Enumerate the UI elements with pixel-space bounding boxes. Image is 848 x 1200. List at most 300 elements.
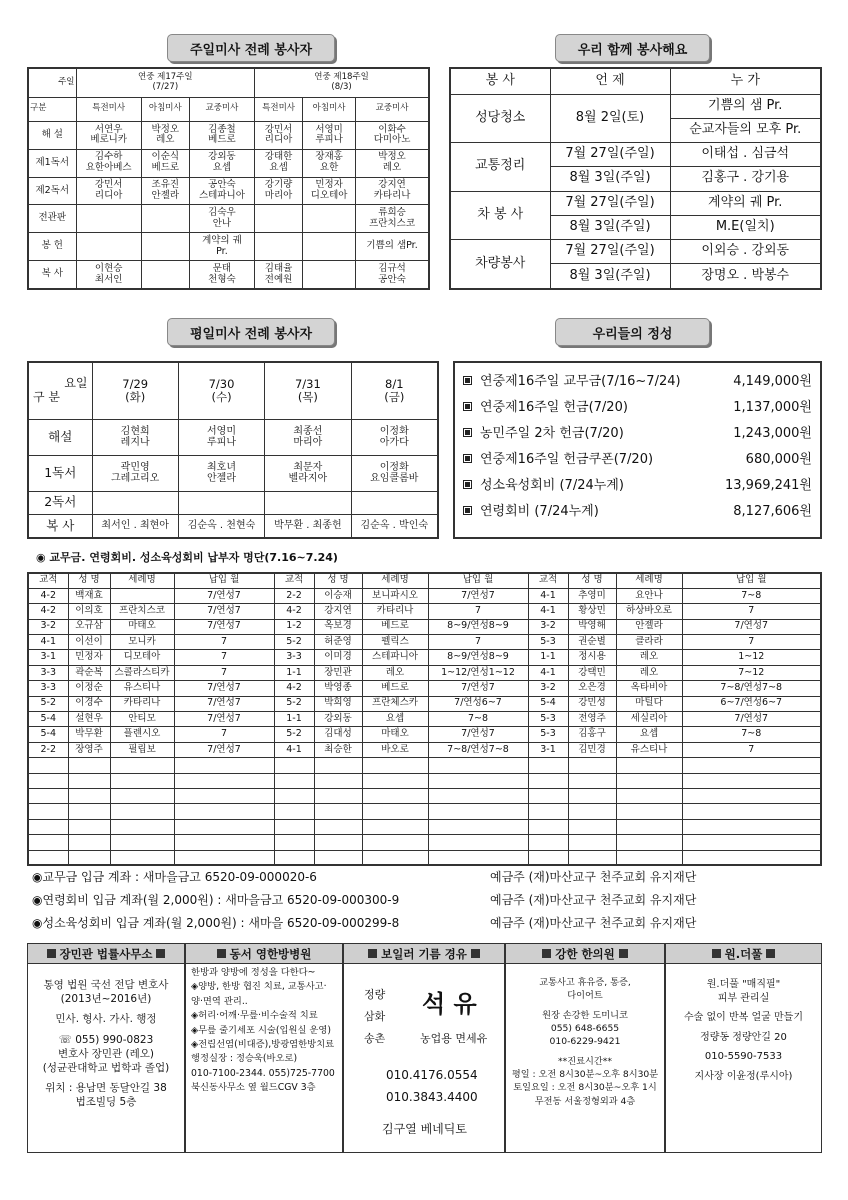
payers-title: ◉ 교무금. 연령회비. 성소육성회비 납부자 명단(7.16~7.24) (36, 551, 338, 564)
oil-brand: 석 유 (422, 990, 477, 1018)
sunday-cell: 박정오 레오 (356, 149, 429, 177)
table-cell: 백재효 (68, 588, 110, 603)
table-cell: 7/연성7 (174, 681, 274, 696)
sunday-cell: 문태 천형숙 (189, 261, 254, 289)
table-cell: 7/연성7 (174, 696, 274, 711)
table-cell: 1-1 (274, 712, 314, 727)
table-cell: 유스티나 (616, 742, 682, 757)
table-cell: 7 (174, 650, 274, 665)
offering-box (453, 361, 822, 539)
table-cell: 5-2 (274, 727, 314, 742)
weekday-cell: 최호녀 안젤라 (178, 455, 264, 491)
table-cell (568, 773, 616, 788)
cleaning-who2: 순교자들의 모후 Pr. (670, 118, 821, 142)
ad-line: (성균관대학교 법학과 졸업) (42, 1061, 170, 1074)
table-cell (110, 758, 174, 773)
table-cell (174, 788, 274, 803)
table-cell: 5-2 (28, 696, 68, 711)
table-cell: 펠릭스 (362, 635, 428, 650)
table-row (28, 773, 821, 788)
ad-line: 위치 : 용남면 동달안길 38 (45, 1082, 167, 1095)
weekday-cell (265, 491, 351, 514)
table-cell (314, 773, 362, 788)
table-cell: 정시용 (568, 650, 616, 665)
table-cell (568, 835, 616, 850)
table-cell (28, 804, 68, 819)
table-cell (428, 788, 528, 803)
table-cell (682, 819, 821, 834)
tea-d1: 7월 27일(주일) (550, 191, 670, 215)
table-cell: 7/연성7 (428, 588, 528, 603)
table-cell: 안티모 (110, 712, 174, 727)
table-cell: 4-2 (28, 604, 68, 619)
table-cell: 7~8 (682, 588, 821, 603)
table-cell (274, 758, 314, 773)
sunday-cell (141, 261, 189, 289)
table-cell: 4-2 (274, 681, 314, 696)
cleaning-label: 성당청소 (450, 94, 550, 143)
table-cell (362, 835, 428, 850)
table-cell (528, 819, 568, 834)
table-cell (314, 819, 362, 834)
car-w2: 장명오 . 박봉수 (670, 264, 821, 289)
table-cell (68, 819, 110, 834)
table-cell: 민정자 (68, 650, 110, 665)
table-cell (28, 850, 68, 865)
table-cell: 7~12 (682, 665, 821, 680)
table-cell: 7/연성7 (174, 588, 274, 603)
table-cell: 하상바오로 (616, 604, 682, 619)
ad-line: 원장 손강한 도미니코 (542, 1009, 628, 1021)
ad-line: 행정실장 : 정승욱(바오로) (191, 1053, 298, 1065)
table-cell: 4-1 (528, 665, 568, 680)
table-cell: 바오로 (362, 742, 428, 757)
tea-w1: 계약의 궤 Pr. (670, 191, 821, 215)
cleaning-date: 8월 2일(토) (550, 94, 670, 143)
ad-line: 법조빌딩 5층 (75, 1096, 137, 1109)
table-cell: 5-2 (274, 635, 314, 650)
table-cell: 7/연성6~7 (428, 696, 528, 711)
table-cell: 7~8/연성7~8 (682, 681, 821, 696)
table-cell: 허준영 (314, 635, 362, 650)
table-cell (568, 819, 616, 834)
table-cell (616, 850, 682, 865)
sunday-row (28, 122, 429, 150)
sunday-row (28, 261, 429, 289)
payers-header: 납입 월 (174, 573, 274, 588)
table-cell: 5-4 (528, 696, 568, 711)
table-cell (274, 835, 314, 850)
table-cell: 옥타비아 (616, 681, 682, 696)
sunday-cell: 김태율 전예원 (255, 261, 303, 289)
sunday-cell: 서연우 베로니카 (76, 122, 141, 150)
table-cell (616, 804, 682, 819)
table-cell: 필립보 (110, 742, 174, 757)
table-cell (682, 850, 821, 865)
table-cell: 4-2 (274, 604, 314, 619)
weekday-cell: 곽민영 그레고리오 (92, 455, 178, 491)
ad-line: 민사. 형사. 가사. 행정 (55, 1013, 157, 1026)
payers-header: 성 명 (568, 573, 616, 588)
table-cell (274, 788, 314, 803)
ad-line: ◈무릎 줄기세포 시술(입원실 운영) (191, 1024, 332, 1036)
sunday-row (28, 177, 429, 205)
tea-label: 차 봉 사 (450, 191, 550, 240)
table-cell: 7 (682, 742, 821, 757)
sunday-row (28, 149, 429, 177)
table-cell (682, 788, 821, 803)
table-cell: 박무환 (68, 727, 110, 742)
table-row (28, 619, 821, 634)
table-cell (362, 788, 428, 803)
table-row (28, 712, 821, 727)
weekday-cell: 이정화 요임콜롬바 (351, 455, 438, 491)
table-cell: 5-3 (528, 727, 568, 742)
weekday-row-label: 1독서 (28, 455, 92, 491)
payers-header: 세례명 (362, 573, 428, 588)
table-cell: 2-2 (28, 742, 68, 757)
sunday-cell (303, 233, 356, 261)
table-cell: 7/연성7 (682, 712, 821, 727)
service-col-1: 아침미사 (141, 97, 189, 121)
sunday-row (28, 233, 429, 261)
table-cell (568, 758, 616, 773)
table-row (28, 850, 821, 865)
table-cell: 레오 (362, 665, 428, 680)
sunday-cell: 공안숙 스테파니아 (189, 177, 254, 205)
table-cell (428, 819, 528, 834)
table-cell: 안젤라 (616, 619, 682, 634)
table-cell: 요안나 (616, 588, 682, 603)
table-cell: 이선이 (68, 635, 110, 650)
table-cell: 레오 (616, 665, 682, 680)
table-cell: 3-2 (28, 619, 68, 634)
table-cell (110, 819, 174, 834)
offering-value: 680,000원 (745, 452, 812, 467)
table-cell: 3-1 (528, 742, 568, 757)
ad-line: 010-6229-9421 (549, 1036, 621, 1048)
table-cell (174, 773, 274, 788)
account-funeral: ◉연령회비 입금 계좌(월 2,000원) : 새마을금고 6520-09-000300-9 예금주 (재)마산교구 천주교회 유지재단 (32, 893, 697, 907)
car-w1: 이외승 . 강외동 (670, 240, 821, 264)
offering-value: 4,149,000원 (733, 374, 812, 389)
table-cell: 강지연 (314, 604, 362, 619)
table-row (28, 742, 821, 757)
weekday-banner: 평일미사 전례 봉사자 (167, 318, 335, 346)
table-cell (274, 819, 314, 834)
sunday-cell: 강민서 리디아 (76, 177, 141, 205)
table-cell: 7/연성7 (682, 619, 821, 634)
sunday-cell: 조유진 안젤라 (141, 177, 189, 205)
service-col-5: 교중미사 (356, 97, 429, 121)
table-cell: 세실리아 (616, 712, 682, 727)
ad-line: 055) 648-6655 (550, 1023, 620, 1035)
service-col-0: 특전미사 (76, 97, 141, 121)
table-cell: 5-4 (28, 712, 68, 727)
weekday-cell (92, 491, 178, 514)
sunday-cell (303, 261, 356, 289)
week2-header: 연중 제18주일 (8/3) (255, 68, 429, 97)
table-cell: 김민경 (568, 742, 616, 757)
payers-header-row (28, 573, 821, 588)
sunday-cell: 강태한 요셉 (255, 149, 303, 177)
table-cell: 1-1 (528, 650, 568, 665)
table-cell (28, 819, 68, 834)
weekday-cell: 박무환 . 최종헌 (265, 514, 351, 538)
ad-line: 수술 없이 반복 얼굴 만들기 (684, 1012, 803, 1023)
table-cell (616, 773, 682, 788)
service-header-who: 누 가 (670, 68, 821, 94)
table-cell (28, 788, 68, 803)
table-cell (428, 850, 528, 865)
table-cell: 7/연성7 (428, 681, 528, 696)
table-cell (68, 773, 110, 788)
table-cell: 5-3 (528, 635, 568, 650)
ad-line: 정량동 정량안길 20 (700, 1031, 787, 1043)
sunday-cell: 서영미 루피나 (303, 122, 356, 150)
bullet-square-icon (463, 506, 472, 515)
table-cell: 4-1 (528, 588, 568, 603)
weekday-cell: 김순옥 . 박인숙 (351, 514, 438, 538)
ad-line: 다이어트 (567, 990, 603, 1002)
sunday-row-label: 봉 헌 (28, 233, 76, 261)
table-cell: 옥보경 (314, 619, 362, 634)
payers-header: 납입 월 (682, 573, 821, 588)
table-cell: 오은경 (568, 681, 616, 696)
service-banner: 우리 함께 봉사해요 (555, 34, 710, 62)
service-col-4: 아침미사 (303, 97, 356, 121)
sunday-row-label: 전관판 (28, 205, 76, 233)
table-cell (68, 850, 110, 865)
weekday-row (28, 514, 438, 538)
offering-banner: 우리들의 정성 (555, 318, 710, 346)
table-cell: 추영미 (568, 588, 616, 603)
table-cell (616, 819, 682, 834)
table-cell (28, 758, 68, 773)
table-cell: 요셉 (616, 727, 682, 742)
ad-line: ◈양방, 한방 협진 치료, 교통사고· (191, 981, 327, 993)
sunday-cell: 박정오 레오 (141, 122, 189, 150)
table-cell: 장영주 (68, 742, 110, 757)
table-cell (528, 773, 568, 788)
table-cell: 5-4 (28, 727, 68, 742)
service-col-3: 특전미사 (255, 97, 303, 121)
table-cell (314, 850, 362, 865)
table-cell: 1~12/연성1~12 (428, 665, 528, 680)
ad-line: 변호사 장민관 (레오) (57, 1047, 154, 1060)
ad-line: 평일 : 오전 8시30분~오후 8시30분 (511, 1069, 659, 1081)
sunday-cell (141, 233, 189, 261)
table-cell: 7 (428, 604, 528, 619)
ad-line: ◈전립선염(비대증),방광염한방치료 (191, 1039, 335, 1051)
weekday-day-2: 7/31 (목) (265, 362, 351, 419)
table-cell (528, 835, 568, 850)
ad-line: ◈허리·어깨·무릎·비수술적 치료 (191, 1010, 318, 1022)
sunday-cell: 이현승 최서인 (76, 261, 141, 289)
offering-label: 연중제16주일 헌금(7/20) (463, 395, 628, 421)
traffic-d2: 8월 3일(주일) (550, 167, 670, 191)
offering-label: 연중제16주일 교무금(7/16~7/24) (463, 369, 681, 395)
offering-item (463, 447, 812, 473)
ad-line: (2013년~2016년) (60, 993, 152, 1006)
table-cell: 베드로 (362, 681, 428, 696)
ad-line: ☏ 055) 990-0823 (58, 1033, 154, 1046)
table-row (28, 665, 821, 680)
table-cell: 곽순복 (68, 665, 110, 680)
car-label: 차량봉사 (450, 240, 550, 289)
offering-value: 1,243,000원 (733, 426, 812, 441)
table-cell (274, 850, 314, 865)
table-cell: 강외동 (314, 712, 362, 727)
ad-line: 양·면역 관리.. (191, 995, 248, 1007)
table-cell (274, 804, 314, 819)
table-cell: 장민관 (314, 665, 362, 680)
table-row (28, 758, 821, 773)
ad-line: 한방과 양방에 정성을 다한다~ (191, 967, 316, 978)
tea-w2: M.E(일치) (670, 215, 821, 239)
table-cell (682, 835, 821, 850)
table-cell (528, 850, 568, 865)
ad-line: 원.더풀 "매직필" (706, 979, 781, 990)
offering-label: 연령회비 (7/24누계) (463, 499, 599, 525)
table-cell: 7/연성7 (174, 619, 274, 634)
weekday-row (28, 419, 438, 455)
table-cell (616, 788, 682, 803)
table-cell: 1-1 (274, 665, 314, 680)
ad-line: 지사장 이윤정(루시아) (694, 1070, 793, 1082)
weekday-day-0: 7/29 (화) (92, 362, 178, 419)
table-cell: 이의호 (68, 604, 110, 619)
table-cell: 디모테아 (110, 650, 174, 665)
weekday-row-label: 2독서 (28, 491, 92, 514)
ad-skin: 원.더풀 원.더풀 "매직필" 피부 관리실 수술 없이 반복 얼굴 만들기 정량동 정량안길 20 010-5590-7533 지사장 이윤정(루시아) (665, 943, 822, 1153)
table-row (28, 835, 821, 850)
bullet-square-icon (463, 454, 472, 463)
table-cell (110, 788, 174, 803)
ad-law-office: 장민관 법률사무소 통영 법원 국선 전담 변호사 (2013년~2016년) 민사. 형사. 가사. 행정 ☏ 055) 990-0823 변호사 장민관 (레오) (성균관대학교 법학과 졸업) 위치 : 용남면 동달안길 38 법조빌딩 5층 (27, 943, 185, 1153)
table-cell (110, 850, 174, 865)
ad-oil: 보일러 기름 경유 정량 삼화 송촌 석 유 농업용 면세유 010.4176.0554 010.3843.4400 김구열 베네딕토 (343, 943, 505, 1153)
table-cell: 3-3 (28, 665, 68, 680)
table-row (28, 588, 821, 603)
tea-d2: 8월 3일(주일) (550, 215, 670, 239)
table-cell: 카타리나 (362, 604, 428, 619)
weekday-day-3: 8/1 (금) (351, 362, 438, 419)
table-cell (616, 835, 682, 850)
table-cell (528, 804, 568, 819)
table-cell: 4-1 (28, 635, 68, 650)
table-row (28, 727, 821, 742)
table-cell (110, 804, 174, 819)
table-cell (68, 804, 110, 819)
sunday-cell: 이순식 베드로 (141, 149, 189, 177)
offering-item (463, 473, 812, 499)
table-cell: 권순별 (568, 635, 616, 650)
table-cell (174, 804, 274, 819)
table-cell (528, 788, 568, 803)
table-cell: 8~9/연성8~9 (428, 650, 528, 665)
cleaning-who1: 기쁨의 샘 Pr. (670, 94, 821, 118)
table-cell: 이승재 (314, 588, 362, 603)
payers-header: 납입 월 (428, 573, 528, 588)
table-cell (28, 773, 68, 788)
table-cell (362, 804, 428, 819)
table-cell: 7/연성7 (174, 712, 274, 727)
table-cell (174, 758, 274, 773)
ad-line: 교통사고 휴유증, 통증, (539, 977, 631, 988)
table-row (28, 635, 821, 650)
account-vocation: ◉성소육성회비 입금 계좌(월 2,000원) : 새마을 6520-09-000299-8 예금주 (재)마산교구 천주교회 유지재단 (32, 916, 697, 930)
bullet-square-icon (463, 402, 472, 411)
table-cell (682, 758, 821, 773)
traffic-w1: 이태섭 . 심금석 (670, 143, 821, 167)
table-cell: 3-3 (28, 681, 68, 696)
table-cell (568, 804, 616, 819)
table-cell: 플렌시오 (110, 727, 174, 742)
table-cell (314, 788, 362, 803)
table-row (28, 696, 821, 711)
table-cell: 3-2 (528, 681, 568, 696)
ad-line: 통영 법원 국선 전담 변호사 (43, 979, 169, 991)
table-cell: 프란치스코 (110, 604, 174, 619)
table-cell (428, 804, 528, 819)
offering-label: 연중제16주일 헌금쿠폰(7/20) (463, 447, 653, 473)
sunday-row-label: 해 설 (28, 122, 76, 150)
table-cell: 8~9/연성8~9 (428, 619, 528, 634)
table-cell: 4-2 (28, 588, 68, 603)
ad-hospital: 동서 영한방병원 한방과 양방에 정성을 다한다~ ◈양방, 한방 협진 치료, 교통사고· 양·면역 관리.. ◈허리·어깨·무릎·비수술적 치료 ◈무릎 줄기세포 시술(입원실 운영) ◈전립선염(비대증),방광염한방치료 행정실장 : 정승욱(바오로) 010-7100-2344. 055)725-7700 북신동사무소 옆 월드CGV 3층 (185, 943, 343, 1153)
weekday-cell: 최문자 벨라지아 (265, 455, 351, 491)
table-cell: 강민성 (568, 696, 616, 711)
ad-line: 토일요일 : 오전 8시30분~오후 1시 (513, 1082, 657, 1094)
table-cell: 카타리나 (110, 696, 174, 711)
table-cell: 박영해 (568, 619, 616, 634)
table-cell (428, 758, 528, 773)
table-cell: 4-1 (528, 604, 568, 619)
sunday-cell (141, 205, 189, 233)
table-row (28, 604, 821, 619)
table-cell: 박영종 (314, 681, 362, 696)
table-cell: 7 (428, 635, 528, 650)
table-cell: 이경수 (68, 696, 110, 711)
table-cell: 2-2 (274, 588, 314, 603)
table-cell: 설현우 (68, 712, 110, 727)
table-cell: 요셉 (362, 712, 428, 727)
table-cell (174, 835, 274, 850)
sunday-cell: 기쁨의 샘Pr. (356, 233, 429, 261)
table-cell (314, 804, 362, 819)
table-row (28, 804, 821, 819)
table-cell: 박희영 (314, 696, 362, 711)
weekday-cell: 최서인 . 최현아 (92, 514, 178, 538)
table-cell: 1~12 (682, 650, 821, 665)
corner-bottom: 구분 (28, 97, 76, 121)
table-row (28, 819, 821, 834)
table-cell: 7/연성7 (174, 604, 274, 619)
offering-label: 농민주일 2차 헌금(7/20) (463, 421, 624, 447)
table-cell: 7 (682, 635, 821, 650)
table-cell (110, 835, 174, 850)
table-cell: 3-1 (28, 650, 68, 665)
table-row (28, 650, 821, 665)
table-cell (68, 758, 110, 773)
table-cell (110, 588, 174, 603)
table-cell (528, 758, 568, 773)
table-cell: 클라라 (616, 635, 682, 650)
service-header-when: 언 제 (550, 68, 670, 94)
table-cell (68, 788, 110, 803)
sunday-cell: 강지연 카타리나 (356, 177, 429, 205)
